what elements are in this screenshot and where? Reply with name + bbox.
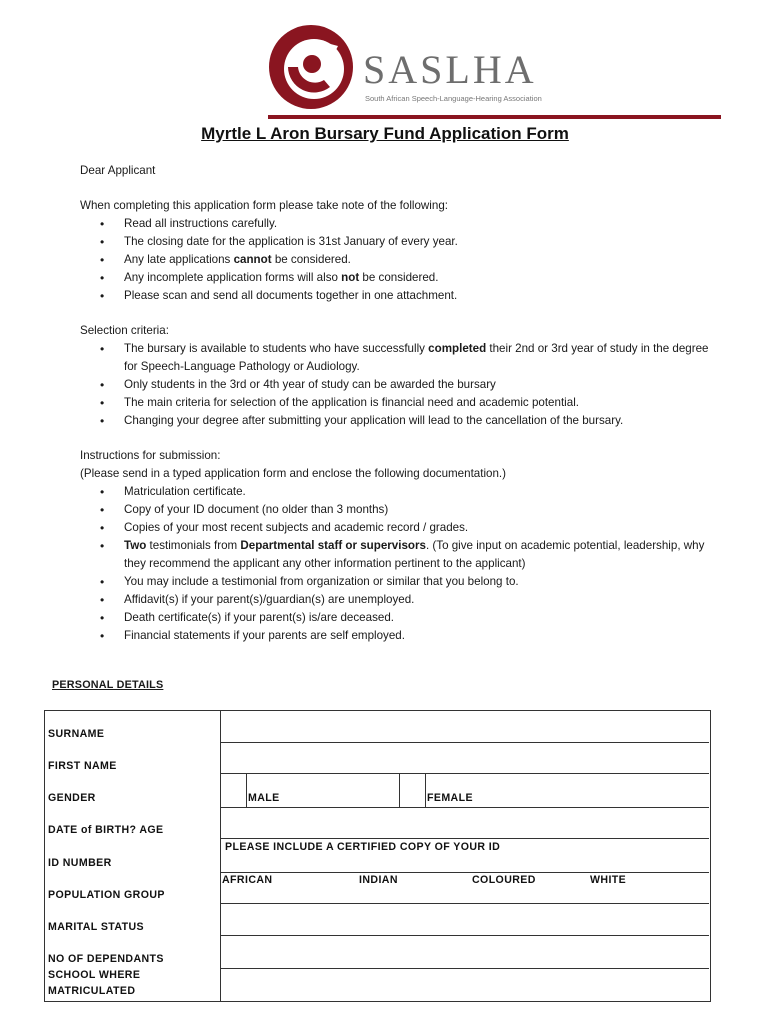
header-rule — [268, 115, 721, 119]
item-bold: Departmental staff or supervisors — [240, 539, 426, 552]
gender-label: GENDER — [48, 792, 96, 804]
selection-list — [80, 340, 724, 430]
intro-heading: When completing this application form please take note of the following: — [80, 199, 448, 212]
list-item: • Financial statements if your parents are self employed. — [80, 627, 724, 645]
logo-tagline: South African Speech-Language-Hearing Association — [365, 94, 542, 103]
id-number-label: ID NUMBER — [48, 857, 112, 869]
item-text: be considered. — [359, 271, 439, 284]
item-text: The bursary is available to students who have successfully — [124, 342, 429, 355]
gender-cell-divider — [425, 773, 426, 807]
list-item: • Copy of your ID document (no older than 3 months) — [80, 501, 724, 519]
list-item: • Copies of your most recent subjects and academic record / grades. — [80, 519, 724, 537]
item-bold: not — [341, 271, 360, 284]
saslha-logo — [268, 24, 558, 110]
submission-section — [80, 447, 724, 645]
row-divider — [220, 838, 709, 839]
list-item: • The main criteria for selection of the application is financial need and academic potential. — [80, 394, 724, 412]
item-bold: completed — [428, 342, 487, 355]
item-text: . (To give input on academic potential, leadership, why they recommend the applicant any other information pertinent to the applicant) — [124, 539, 705, 570]
list-item: • Changing your degree after submitting your application will lead to the cancellation of the bursary. — [80, 412, 724, 430]
list-item — [80, 537, 724, 573]
selection-heading: Selection criteria: — [80, 324, 169, 337]
id-note: PLEASE INCLUDE A CERTIFIED COPY OF YOUR ID — [225, 841, 501, 853]
male-label: MALE — [248, 792, 280, 804]
first-name-field[interactable] — [222, 743, 708, 772]
gender-cell-divider — [399, 773, 400, 807]
dob-label: DATE of BIRTH? AGE — [48, 824, 164, 836]
surname-label: SURNAME — [48, 728, 105, 740]
list-item: • Death certificate(s) if your parent(s) is/are deceased. — [80, 609, 724, 627]
first-name-label: FIRST NAME — [48, 760, 117, 772]
list-item: • Only students in the 3rd or 4th year of study can be awarded the bursary — [80, 376, 724, 394]
personal-details-heading: PERSONAL DETAILS — [52, 679, 164, 691]
population-white[interactable]: WHITE — [590, 874, 627, 886]
list-item: • Please scan and send all documents together in one attachment. — [80, 287, 724, 305]
population-indian[interactable]: INDIAN — [359, 874, 398, 886]
row-divider — [220, 773, 709, 774]
dob-field[interactable] — [222, 808, 708, 837]
list-item: • The closing date for the application is 31st January of every year. — [80, 233, 724, 251]
school-label-line2: MATRICULATED — [48, 985, 136, 997]
logo-name: SASLHA — [363, 47, 537, 92]
male-checkbox[interactable] — [222, 774, 245, 806]
item-text: their 2nd or 3rd year of study in the degree for Speech-Language Pathology or Audiology. — [124, 342, 709, 373]
population-group-label: POPULATION GROUP — [48, 889, 165, 901]
list-item: • Read all instructions carefully. — [80, 215, 724, 233]
item-text: testimonials from — [146, 539, 241, 552]
form-title: Myrtle L Aron Bursary Fund Application Form — [201, 124, 569, 143]
item-bold: cannot — [233, 253, 272, 266]
female-label: FEMALE — [427, 792, 473, 804]
list-item: • Affidavit(s) if your parent(s)/guardian(s) are unemployed. — [80, 591, 724, 609]
population-african[interactable]: AFRICAN — [222, 874, 273, 886]
list-item: • Matriculation certificate. — [80, 483, 724, 501]
saslha-logo-mark-icon — [268, 24, 354, 110]
list-item — [80, 340, 724, 376]
marital-status-field[interactable] — [222, 904, 708, 934]
dependants-label: NO OF DEPENDANTS — [48, 953, 164, 965]
dependants-field[interactable] — [222, 936, 708, 967]
school-label-line1: SCHOOL WHERE — [48, 969, 141, 981]
list-item — [80, 269, 724, 287]
marital-status-label: MARITAL STATUS — [48, 921, 145, 933]
list-item: • You may include a testimonial from organization or similar that you belong to. — [80, 573, 724, 591]
submission-note: (Please send in a typed application form and enclose the following documentation.) — [80, 467, 507, 480]
submission-list — [80, 483, 724, 645]
list-item — [80, 251, 724, 269]
column-divider — [220, 710, 221, 1001]
school-field[interactable] — [222, 969, 708, 1000]
selection-section — [80, 322, 724, 430]
item-text: Any incomplete application forms will also — [124, 271, 342, 284]
female-checkbox[interactable] — [401, 774, 424, 806]
greeting: Dear Applicant — [80, 164, 156, 177]
population-coloured[interactable]: COLOURED — [472, 874, 536, 886]
item-bold: Two — [124, 539, 147, 552]
gender-cell-divider — [246, 773, 247, 807]
item-text: Any late applications — [124, 253, 234, 266]
surname-field[interactable] — [222, 711, 708, 741]
row-divider — [220, 872, 709, 873]
submission-heading: Instructions for submission: — [80, 449, 221, 462]
intro-section — [80, 197, 724, 305]
intro-list — [80, 215, 724, 305]
item-text: be considered. — [271, 253, 351, 266]
personal-details-table — [44, 710, 710, 1001]
